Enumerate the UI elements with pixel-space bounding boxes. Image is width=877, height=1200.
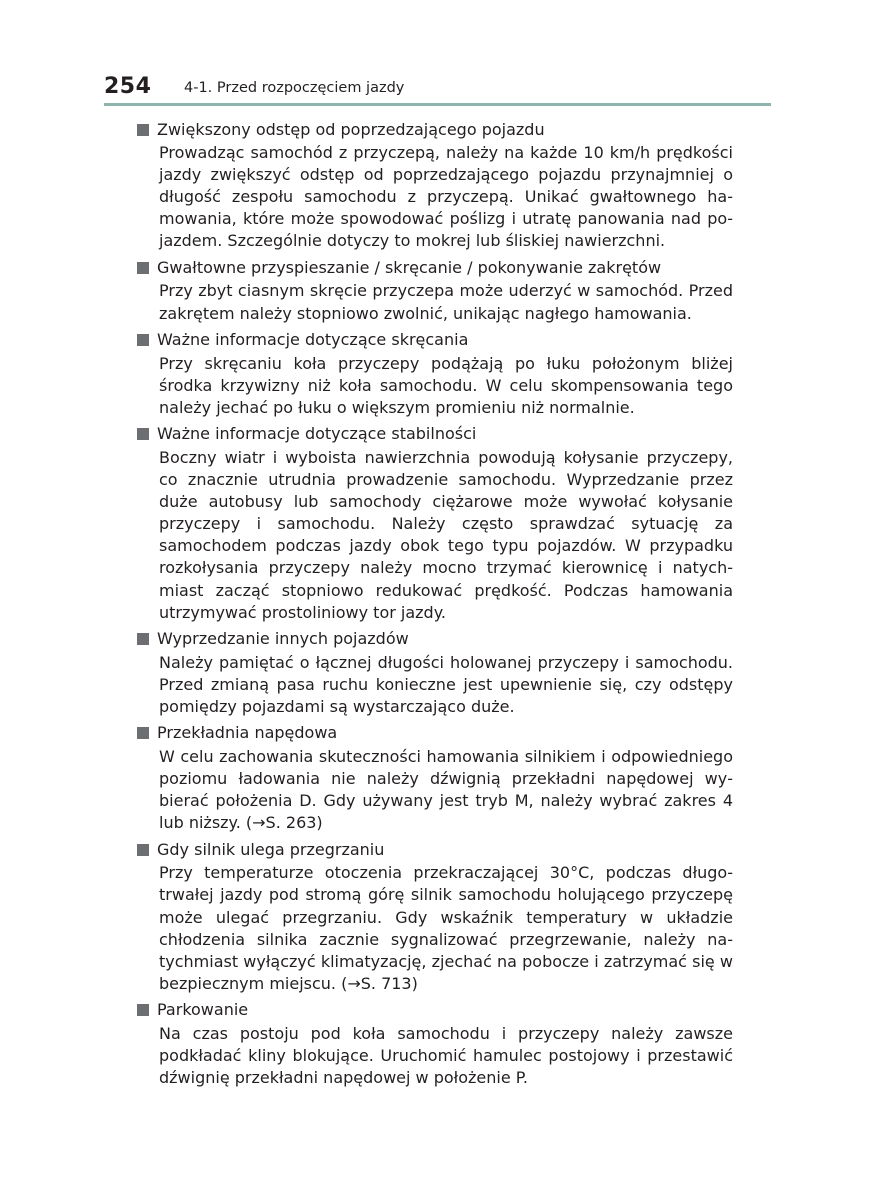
square-bullet-icon xyxy=(137,262,149,274)
square-bullet-icon xyxy=(137,334,149,346)
square-bullet-icon xyxy=(137,1004,149,1016)
section-heading xyxy=(137,628,733,651)
section-body: Na czas postoju pod koła samochodu i przyczepy należy zawsze podkładać kliny blokujące. Uruchomić hamulec postojowy i przestawić dźwignię przekładni napędowej w położenie P. xyxy=(159,1023,733,1088)
page-content xyxy=(137,118,733,1093)
page-header xyxy=(104,74,771,104)
section-body: Przy skręcaniu koła przyczepy podążają po łuku położonym bliżej środka krzywizny niż koła samochodu. W celu skompensowania tego należy jechać po łuku o większym promieniu niż normalnie. xyxy=(159,353,733,417)
section-heading xyxy=(137,423,733,446)
heading-text: Zwiększony odstęp od poprzedzającego pojazdu xyxy=(157,119,545,139)
section-heading xyxy=(137,722,733,745)
header-divider xyxy=(104,103,771,106)
section-body: Boczny wiatr i wyboista nawierzchnia powodują kołysanie przyczepy, co znacznie utrudnia prowadzenie samochodu. Wyprzedzanie przez duże autobusy lub samochody ciężarowe może wywołać kołysanie przyczepy i samochodu. Należy często sprawdzać sytuację za samochodem podczas jazdy obok tego typu pojazdów. W przypadku rozkołysania przyczepy należy mocno trzymać kierownicę i natychmiast zacząć stopniowo redukować prędkość. Podczas hamowania utrzymywać prostoliniowy tor jazdy. xyxy=(159,447,733,622)
section-turning xyxy=(137,329,733,419)
section-heading xyxy=(137,118,733,141)
heading-text: Przekładnia napędowa xyxy=(157,723,338,743)
heading-text: Gwałtowne przyspieszanie / skręcanie / pokonywanie zakrętów xyxy=(157,257,662,277)
section-body: Przy temperaturze otoczenia przekraczającej 30°C, podczas długotrwałej jazdy pod stromą górę silnik samochodu holującego przyczepę może ulegać przegrzaniu. Gdy wskaźnik temperatury w układzie chłodzenia silnika zacznie sygnalizować przegrzewanie, należy natychmiast wyłączyć klimatyzację, zjechać na pobocze i zatrzymać się w bezpiecznym miejscu. (→S. 713) xyxy=(159,863,733,993)
section-sudden-maneuvers xyxy=(137,256,733,324)
square-bullet-icon xyxy=(137,633,149,645)
section-heading xyxy=(137,999,733,1022)
section-heading xyxy=(137,329,733,352)
section-body: Prowadząc samochód z przyczepą, należy na każde 10 km/h prędkości jazdy zwiększyć odstęp od poprzedzającego pojazdu przynajmniej o długość zespołu samochodu z przyczepą. Unikać gwałtownego hamowania, które może spowodować poślizg i utratę panowania nad pojazdem. Szczególnie dotyczy to mokrej lub śliskiej nawierzchni. xyxy=(159,143,733,251)
square-bullet-icon xyxy=(137,844,149,856)
section-title: 4-1. Przed rozpoczęciem jazdy xyxy=(184,80,405,96)
square-bullet-icon xyxy=(137,428,149,440)
square-bullet-icon xyxy=(137,727,149,739)
section-body: W celu zachowania skuteczności hamowania silnikiem i odpowiedniego poziomu ładowania nie należy dźwignią przekładni napędowej wybierać położenia D. Gdy używany jest tryb M, należy wybrać zakres 4 lub niższy. (→S. 263) xyxy=(159,746,733,833)
section-parking xyxy=(137,999,733,1089)
section-transmission xyxy=(137,722,733,834)
heading-text: Ważne informacje dotyczące skręcania xyxy=(157,330,469,350)
square-bullet-icon xyxy=(137,124,149,136)
page-number: 254 xyxy=(104,74,152,99)
section-body: Należy pamiętać o łącznej długości holowanej przyczepy i samochodu. Przed zmianą pasa ruchu konieczne jest upewnienie się, czy odstępy pomiędzy pojazdami są wystarczająco duże. xyxy=(159,652,733,716)
section-heading xyxy=(137,838,733,861)
heading-text: Parkowanie xyxy=(157,1000,249,1020)
section-following-distance xyxy=(137,118,733,252)
section-overtaking xyxy=(137,628,733,718)
section-body: Przy zbyt ciasnym skręcie przyczepa może uderzyć w samochód. Przed zakrętem należy stopniowo zwolnić, unikając nagłego hamowania. xyxy=(159,281,733,323)
section-heading xyxy=(137,256,733,279)
heading-text: Wyprzedzanie innych pojazdów xyxy=(157,629,409,649)
heading-text: Gdy silnik ulega przegrzaniu xyxy=(157,839,385,859)
section-overheating xyxy=(137,838,733,995)
section-stability xyxy=(137,423,733,624)
heading-text: Ważne informacje dotyczące stabilności xyxy=(157,424,477,444)
